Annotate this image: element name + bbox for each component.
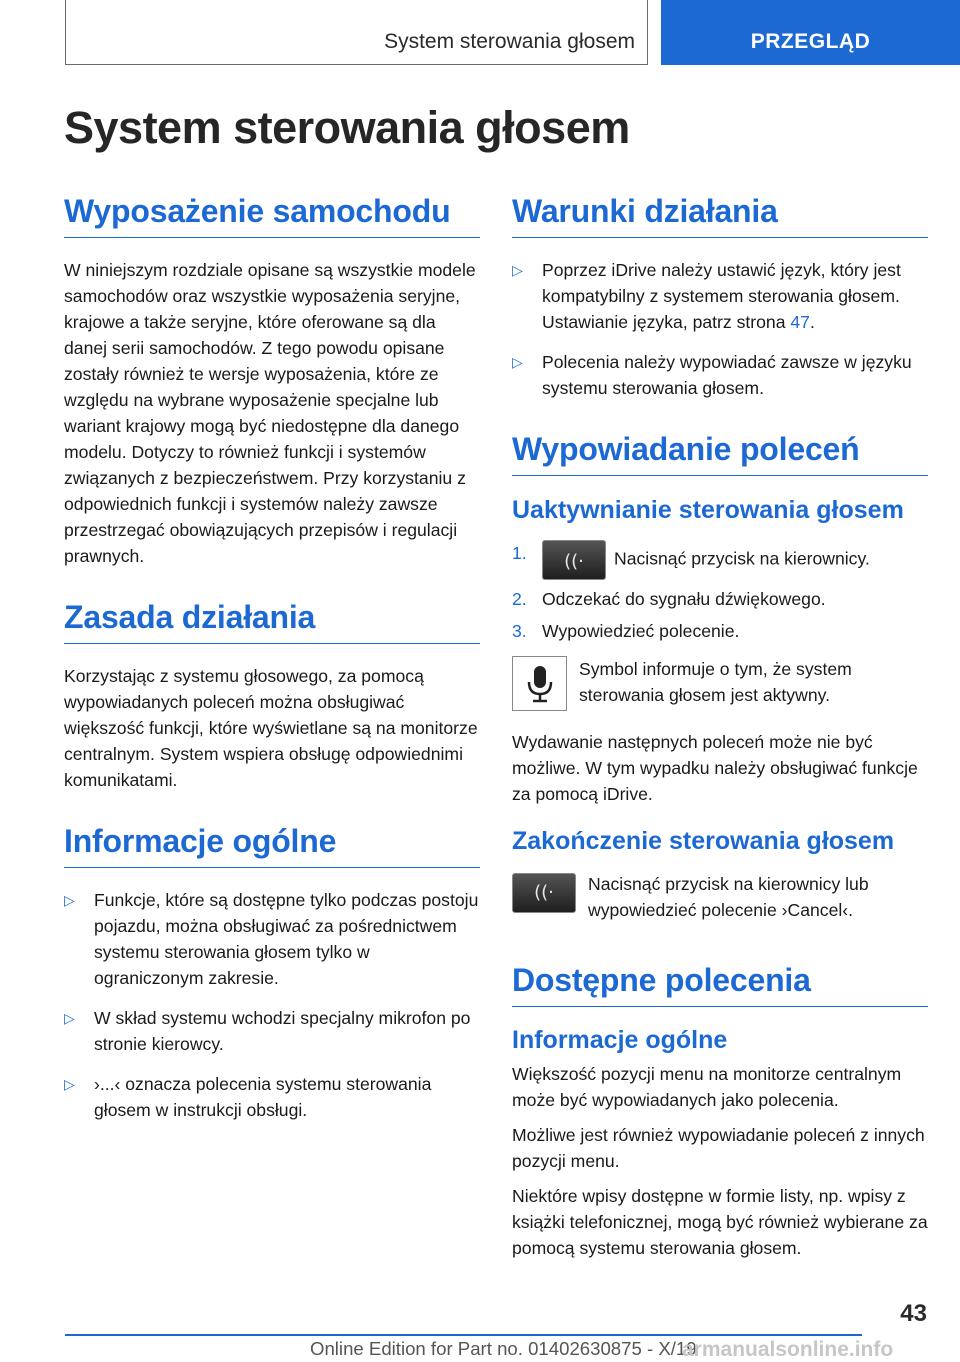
list-warunki (512, 257, 928, 401)
end-voice-text: Nacisnąć przycisk na kierownicy lub wypowiedzieć polecenie ›Cancel‹. (588, 874, 869, 920)
step-number: 1. (512, 543, 527, 563)
watermark: armanualsonline.info (682, 1338, 894, 1361)
microphone-icon (512, 656, 567, 711)
text-wyposazenie: W niniejszym rozdziale opisane są wszystkie modele samochodów oraz wszystkie wyposażenia seryjne, krajowe a także seryjne, które oferowane są dla danej serii samochodów. Z tego powodu opisane zostały również te wersje wyposażenia, które ze względu na wybrane wyposażenie specjalne lub wariant krajowy mogą być niedostępne dla danego modelu. Dotyczy to również funkcji i systemów związanych z bezpieczeństwem. Przy korzystaniu z odpowiednich funkcji i systemów należy zawsze przestrzegać obowiązujących przepisów i regulacji prawnych. (64, 260, 476, 566)
heading-informacje: Informacje ogólne (64, 823, 480, 868)
triangle-bullet-icon: ▷ (512, 354, 523, 370)
triangle-bullet-icon: ▷ (512, 262, 523, 278)
section-dostepne (512, 962, 928, 1261)
step-item: 2. Odczekać do sygnału dźwiękowego. (512, 586, 928, 612)
heading-warunki: Warunki działania (512, 193, 928, 238)
section-wypowiadanie (512, 431, 928, 932)
step-item: 1. ((· Nacisnąć przycisk na kierownicy. (512, 540, 928, 580)
text-dostepne-1: Większość pozycji menu na monitorze centralnym może być wypowiadanych jako polecenia. (512, 1064, 902, 1110)
header-tab-label: PRZEGLĄD (750, 30, 871, 53)
triangle-bullet-icon: ▷ (64, 1076, 75, 1092)
symbol-info-row (512, 656, 928, 717)
heading-dostepne: Dostępne polecenia (512, 962, 928, 1007)
section-warunki (512, 193, 928, 401)
footer-edition: Online Edition for Part no. 01402630875 - X/19 (310, 1338, 697, 1359)
end-voice-row (512, 871, 928, 932)
voice-button-icon: ((· (512, 873, 576, 913)
text-zasada: Korzystając z systemu głosowego, za pomocą wypowiadanych poleceń można obsługiwać większość funkcji, które wyświetlane są na monitorze centralnym. System wspiera obsługę odpowiednimi komunikatami. (64, 666, 478, 790)
list-item: ▷ Funkcje, które są dostępne tylko podczas postoju pojazdu, można obsługiwać za pośrednictwem systemu sterowania głosem tylko w ograniczonym zakresie. (64, 887, 480, 991)
header-section-title: System sterowania głosem (384, 30, 635, 53)
page-number: 43 (900, 1300, 927, 1327)
list-item: ▷ W skład systemu wchodzi specjalny mikrofon po stronie kierowcy. (64, 1005, 480, 1057)
subheading-zakonczenie: Zakończenie sterowania głosem (512, 827, 895, 855)
heading-wypowiadanie: Wypowiadanie poleceń (512, 431, 928, 476)
footer-divider (65, 1334, 862, 1336)
heading-wyposazenie: Wyposażenie samochodu (64, 193, 480, 238)
step-number: 3. (512, 621, 527, 641)
text-dostepne-3: Niektóre wpisy dostępne w formie listy, np. wpisy z książki telefonicznej, mogą być również wybierane za pomocą systemu sterowania głosem. (512, 1186, 928, 1258)
right-column (512, 193, 928, 1270)
text-dostepne-2: Możliwe jest również wypowiadanie poleceń z innych pozycji menu. (512, 1125, 925, 1171)
list-informacje (64, 887, 480, 1123)
header-tab-przeglad[interactable] (661, 0, 960, 65)
page-reference-link[interactable]: 47 (790, 312, 810, 332)
heading-zasada: Zasada działania (64, 599, 480, 644)
triangle-bullet-icon: ▷ (64, 1010, 75, 1026)
list-item: ▷ ›...‹ oznacza polecenia systemu sterowania głosem w instrukcji obsługi. (64, 1071, 480, 1123)
steps-list (512, 540, 928, 644)
triangle-bullet-icon: ▷ (64, 892, 75, 908)
voice-button-icon: ((· (542, 540, 606, 580)
list-item: ▷ Poprzez iDrive należy ustawić język, który jest kompatybilny z systemem sterowania głosem. Ustawianie języka, patrz strona 47. (512, 257, 928, 335)
page-title: System sterowania głosem (64, 102, 630, 153)
symbol-info-text: Symbol informuje o tym, że system sterowania głosem jest aktywny. (579, 659, 852, 705)
section-wyposazenie (64, 193, 480, 569)
section-zasada (64, 599, 480, 793)
subheading-uaktywnianie: Uaktywnianie sterowania głosem (512, 496, 904, 524)
header-section-box (65, 0, 648, 65)
note-text: Wydawanie następnych poleceń może nie być możliwe. W tym wypadku należy obsługiwać funkcje za pomocą iDrive. (512, 732, 918, 804)
step-item: 3. Wypowiedzieć polecenie. (512, 618, 928, 644)
step-number: 2. (512, 589, 527, 609)
list-item: ▷ Polecenia należy wypowiadać zawsze w języku systemu sterowania głosem. (512, 349, 928, 401)
section-informacje (64, 823, 480, 1123)
subheading-informacje-ogolne: Informacje ogólne (512, 1026, 728, 1054)
left-column (64, 193, 480, 1137)
